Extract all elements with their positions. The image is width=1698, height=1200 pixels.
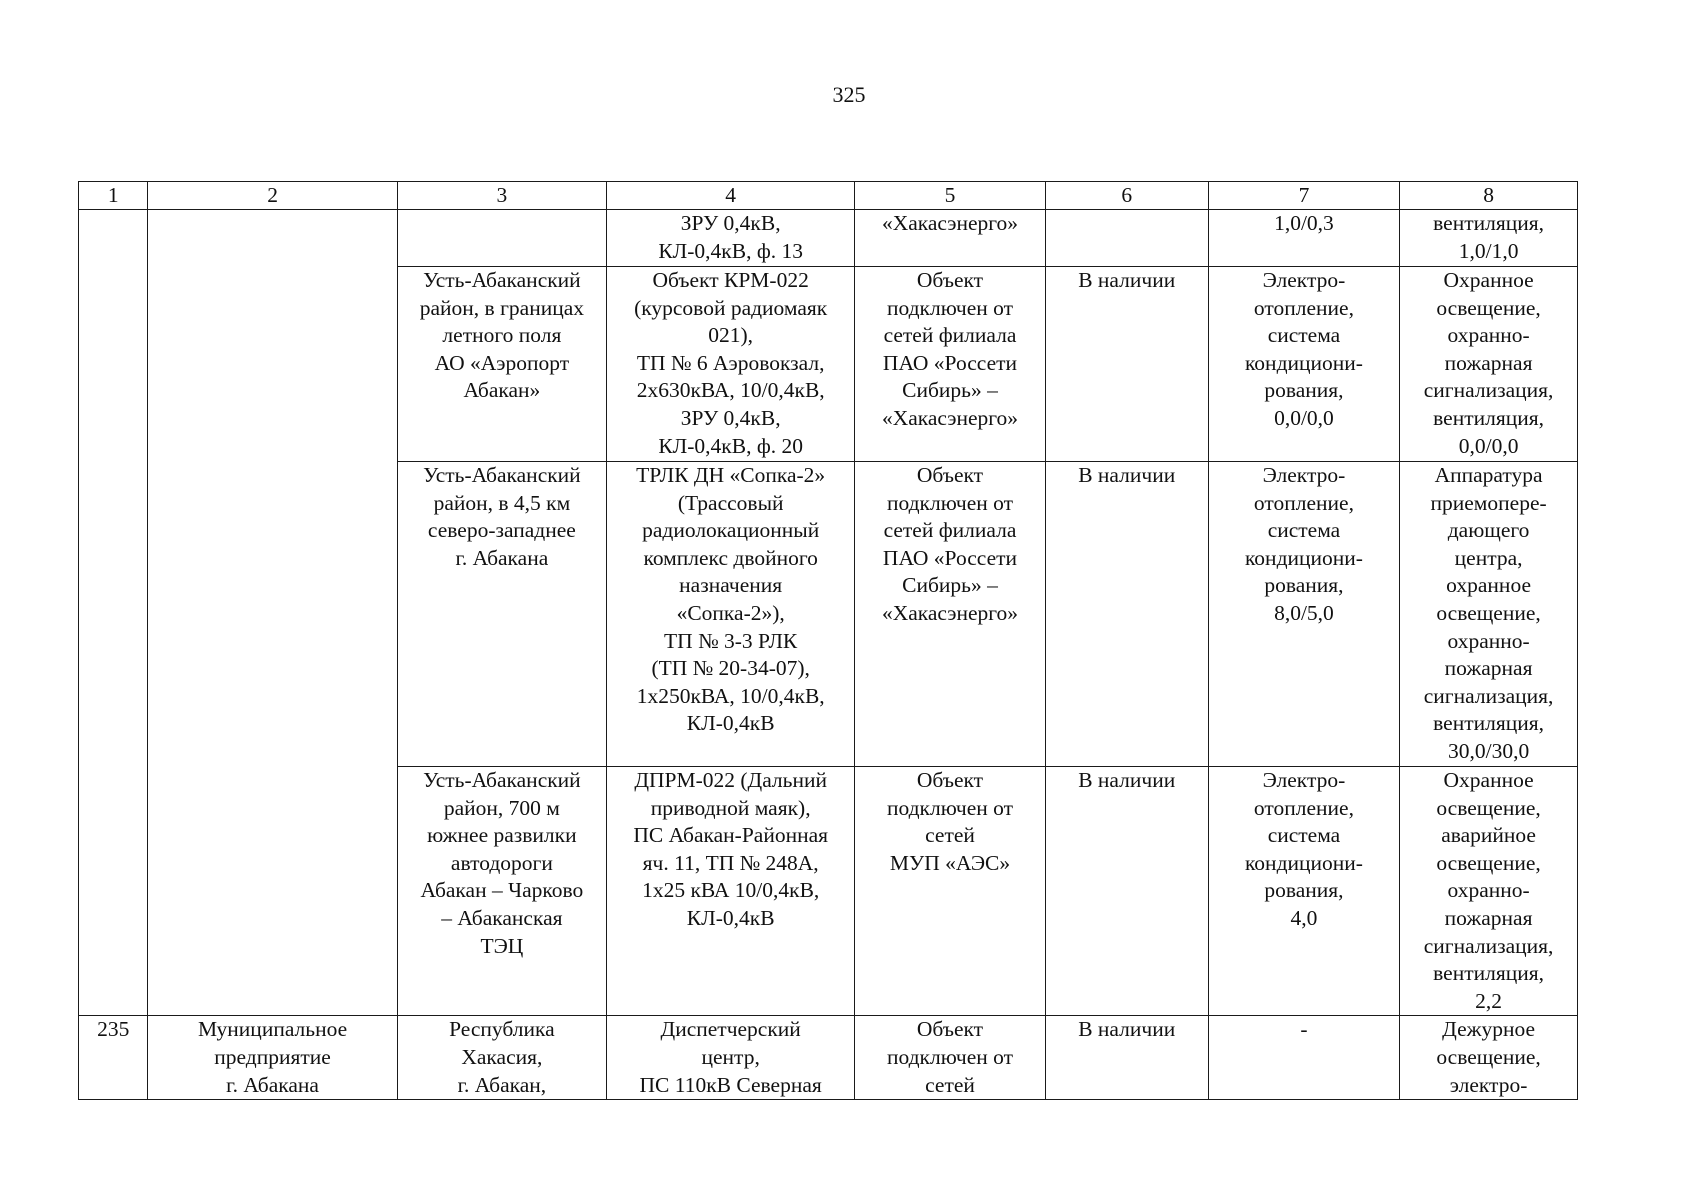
- header-cell-6: 6: [1045, 182, 1208, 210]
- cell-power-source: Объект подключен от сетей: [855, 1016, 1045, 1100]
- cell-equipment: Охранное освещение, охранно- пожарная сигнализация, вентиляция, 0,0/0,0: [1400, 267, 1578, 462]
- cell-availability: В наличии: [1045, 267, 1208, 462]
- header-cell-7: 7: [1208, 182, 1399, 210]
- cell-object: Объект КРМ-022 (курсовой радиомаяк 021), ТП № 6 Аэровокзал, 2х630кВА, 10/0,4кВ, ЗРУ 0,4кВ, КЛ-0,4кВ, ф. 20: [607, 267, 855, 462]
- cell-heating: 1,0/0,3: [1208, 210, 1399, 267]
- header-cell-4: 4: [607, 182, 855, 210]
- cell-location: Усть-Абаканский район, в 4,5 км северо-западнее г. Абакана: [397, 462, 606, 767]
- cell-object: Диспетчерский центр, ПС 110кВ Северная: [607, 1016, 855, 1100]
- cell-object: ТРЛК ДН «Сопка-2» (Трассовый радиолокационный комплекс двойного назначения «Сопка-2»), ТП № 3-3 РЛК (ТП № 20-34-07), 1х250кВА, 10/0,4кВ, КЛ-0,4кВ: [607, 462, 855, 767]
- cell-object: ДПРМ-022 (Дальний приводной маяк), ПС Абакан-Районная яч. 11, ТП № 248А, 1х25 кВА 10/0,4кВ, КЛ-0,4кВ: [607, 767, 855, 1016]
- cell-location: Республика Хакасия, г. Абакан,: [397, 1016, 606, 1100]
- header-cell-1: 1: [79, 182, 148, 210]
- data-table: [78, 181, 1578, 1100]
- cell-equipment: Охранное освещение, аварийное освещение, охранно- пожарная сигнализация, вентиляция, 2,2: [1400, 767, 1578, 1016]
- cell-heating: Электро- отопление, система кондициони- рования, 0,0/0,0: [1208, 267, 1399, 462]
- cell-availability: В наличии: [1045, 462, 1208, 767]
- header-cell-3: 3: [397, 182, 606, 210]
- header-cell-8: 8: [1400, 182, 1578, 210]
- cell-object: ЗРУ 0,4кВ, КЛ-0,4кВ, ф. 13: [607, 210, 855, 267]
- cell-power-source: Объект подключен от сетей филиала ПАО «Россети Сибирь» – «Хакасэнерго»: [855, 267, 1045, 462]
- cell-heating: -: [1208, 1016, 1399, 1100]
- cell-location: Усть-Абаканский район, 700 м южнее развилки автодороги Абакан – Чарково – Абаканская ТЭЦ: [397, 767, 606, 1016]
- cell-row-number: [79, 210, 148, 1016]
- cell-location: [397, 210, 606, 267]
- cell-power-source: «Хакасэнерго»: [855, 210, 1045, 267]
- header-row: [79, 182, 1578, 210]
- cell-row-number: 235: [79, 1016, 148, 1100]
- table-row: [79, 1016, 1578, 1100]
- cell-location: Усть-Абаканский район, в границах летного поля АО «Аэропорт Абакан»: [397, 267, 606, 462]
- cell-availability: В наличии: [1045, 1016, 1208, 1100]
- cell-heating: Электро- отопление, система кондициони- рования, 4,0: [1208, 767, 1399, 1016]
- cell-equipment: Дежурное освещение, электро-: [1400, 1016, 1578, 1100]
- cell-organization: Муниципальное предприятие г. Абакана: [148, 1016, 397, 1100]
- cell-equipment: Аппаратура приемопере- дающего центра, охранное освещение, охранно- пожарная сигнализация, вентиляция, 30,0/30,0: [1400, 462, 1578, 767]
- cell-availability: В наличии: [1045, 767, 1208, 1016]
- header-cell-5: 5: [855, 182, 1045, 210]
- cell-heating: Электро- отопление, система кондициони- рования, 8,0/5,0: [1208, 462, 1399, 767]
- cell-power-source: Объект подключен от сетей филиала ПАО «Россети Сибирь» – «Хакасэнерго»: [855, 462, 1045, 767]
- cell-power-source: Объект подключен от сетей МУП «АЭС»: [855, 767, 1045, 1016]
- table-row: [79, 210, 1578, 267]
- cell-availability: [1045, 210, 1208, 267]
- cell-organization: [148, 210, 397, 1016]
- page-number: 325: [832, 82, 866, 107]
- cell-equipment: вентиляция, 1,0/1,0: [1400, 210, 1578, 267]
- header-cell-2: 2: [148, 182, 397, 210]
